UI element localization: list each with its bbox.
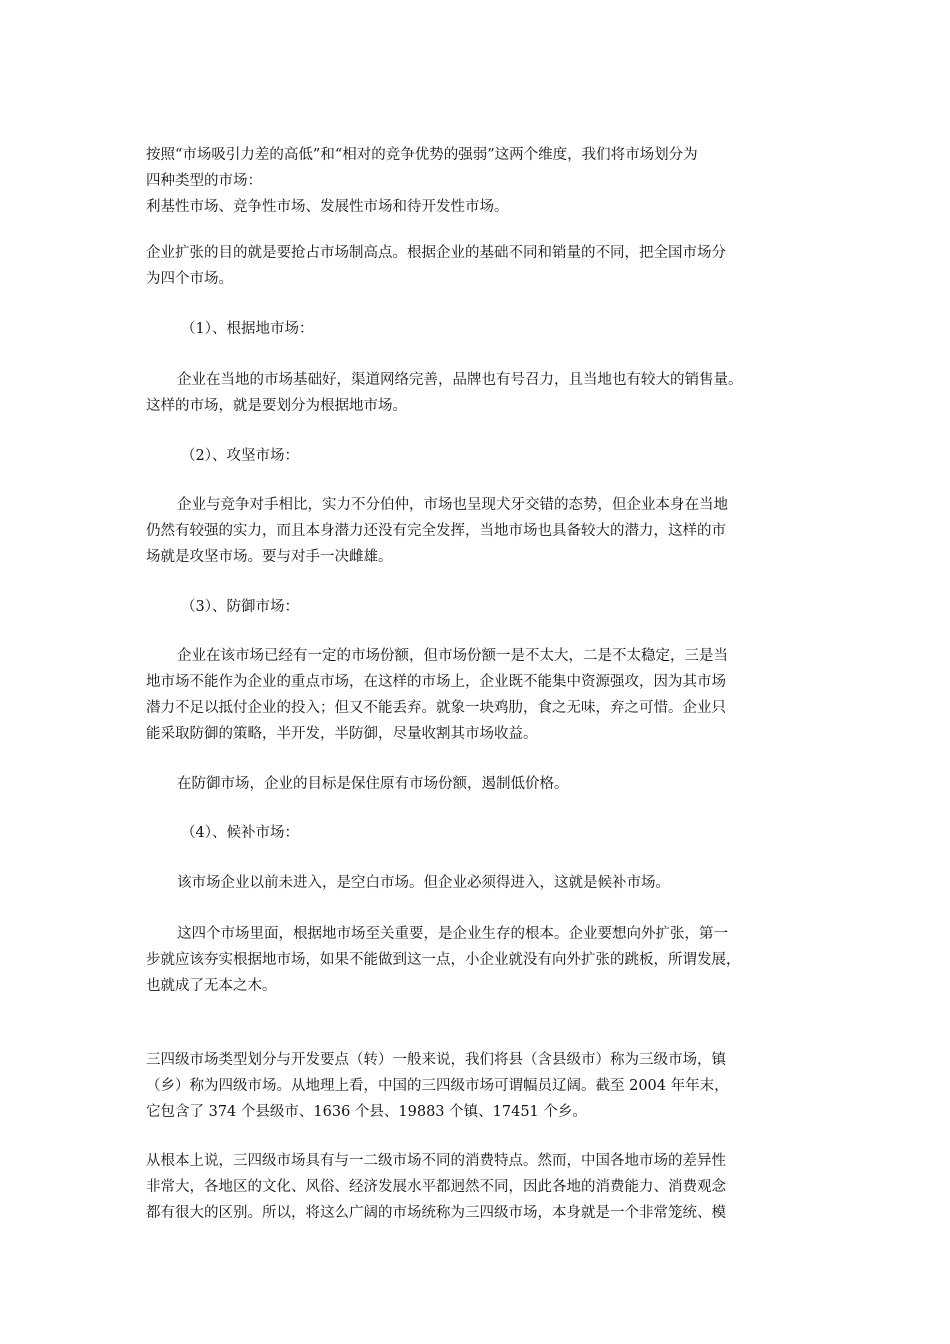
text-line: 仍然有较强的实力，而且本身潜力还没有完全发挥，当地市场也具备较大的潜力，这样的市 bbox=[146, 523, 726, 539]
text-line: 步就应该夯实根据地市场，如果不能做到这一点，小企业就没有向外扩张的跳板，所谓发展， bbox=[146, 952, 741, 968]
text-line: 企业扩张的目的就是要抢占市场制高点。根据企业的基础不同和销量的不同，把全国市场分 bbox=[146, 245, 726, 261]
heading-text: （4）、候补市场： bbox=[181, 825, 299, 841]
text-line: 利基性市场、竞争性市场、发展性市场和待开发性市场。 bbox=[146, 199, 509, 215]
text-line: 也就成了无本之木。 bbox=[146, 978, 277, 994]
text-line: 这四个市场里面，根据地市场至关重要，是企业生存的根本。企业要想向外扩张，第一 bbox=[177, 926, 728, 942]
text-line: 四种类型的市场： bbox=[146, 173, 262, 189]
heading-text: （3）、防御市场： bbox=[181, 599, 299, 615]
section-heading-reserve-market bbox=[146, 820, 810, 846]
defense-goal-paragraph bbox=[146, 771, 810, 797]
section3-paragraph bbox=[146, 643, 810, 747]
heading-text: （1）、根据地市场： bbox=[181, 321, 314, 337]
text-line: 企业与竞争对手相比，实力不分伯仲，市场也呈现犬牙交错的态势，但企业本身在当地 bbox=[177, 497, 728, 513]
expansion-paragraph bbox=[146, 240, 810, 292]
text-line: 企业在当地的市场基础好，渠道网络完善，品牌也有号召力，且当地也有较大的销售量。 bbox=[177, 372, 743, 388]
text-line: 企业在该市场已经有一定的市场份额，但市场份额一是不太大，二是不太稳定，三是当 bbox=[177, 648, 728, 664]
consumption-paragraph bbox=[146, 1148, 810, 1226]
tier-market-paragraph bbox=[146, 1047, 810, 1125]
heading-text: （2）、攻坚市场： bbox=[181, 448, 299, 464]
section1-paragraph bbox=[146, 367, 810, 419]
text-line: 按照“市场吸引力差的高低”和“相对的竞争优势的强弱”这两个维度，我们将市场划分为 bbox=[146, 147, 698, 163]
section2-paragraph bbox=[146, 492, 810, 570]
text-line: 从根本上说，三四级市场具有与一二级市场不同的消费特点。然而，中国各地市场的差异性 bbox=[146, 1153, 726, 1169]
section4-paragraph bbox=[146, 870, 810, 896]
section-heading-base-market bbox=[146, 316, 810, 342]
intro-paragraph bbox=[146, 142, 810, 220]
text-line: 潜力不足以抵付企业的投入；但又不能丢弃。就象一块鸡肋，食之无味，弃之可惜。企业只 bbox=[146, 700, 726, 716]
text-line: 为四个市场。 bbox=[146, 271, 233, 287]
section-heading-defense-market bbox=[146, 594, 810, 620]
section-heading-assault-market bbox=[146, 443, 810, 469]
text-line: 都有很大的区别。所以，将这么广阔的市场统称为三四级市场，本身就是一个非常笼统、模 bbox=[146, 1205, 726, 1221]
text-line: 这样的市场，就是要划分为根据地市场。 bbox=[146, 398, 407, 414]
text-line: 非常大，各地区的文化、风俗、经济发展水平都迥然不同，因此各地的消费能力、消费观念 bbox=[146, 1179, 726, 1195]
text-line: 该市场企业以前未进入，是空白市场。但企业必须得进入，这就是候补市场。 bbox=[177, 875, 670, 891]
conclusion-paragraph bbox=[146, 921, 810, 999]
text-line: 场就是攻坚市场。要与对手一决雌雄。 bbox=[146, 549, 393, 565]
text-line: 能采取防御的策略，半开发，半防御，尽量收割其市场收益。 bbox=[146, 726, 538, 742]
text-line: 地市场不能作为企业的重点市场，在这样的市场上，企业既不能集中资源强攻，因为其市场 bbox=[146, 674, 726, 690]
text-line: 在防御市场，企业的目标是保住原有市场份额，遏制低价格。 bbox=[177, 776, 569, 792]
text-line: 它包含了 374 个县级市、1636 个县、19883 个镇、17451 个乡。 bbox=[146, 1104, 587, 1120]
text-line: （乡）称为四级市场。从地理上看，中国的三四级市场可谓幅员辽阔。截至 2004 年年末， bbox=[146, 1078, 729, 1094]
text-line: 三四级市场类型划分与开发要点（转）一般来说，我们将县（含县级市）称为三级市场，镇 bbox=[146, 1052, 726, 1068]
